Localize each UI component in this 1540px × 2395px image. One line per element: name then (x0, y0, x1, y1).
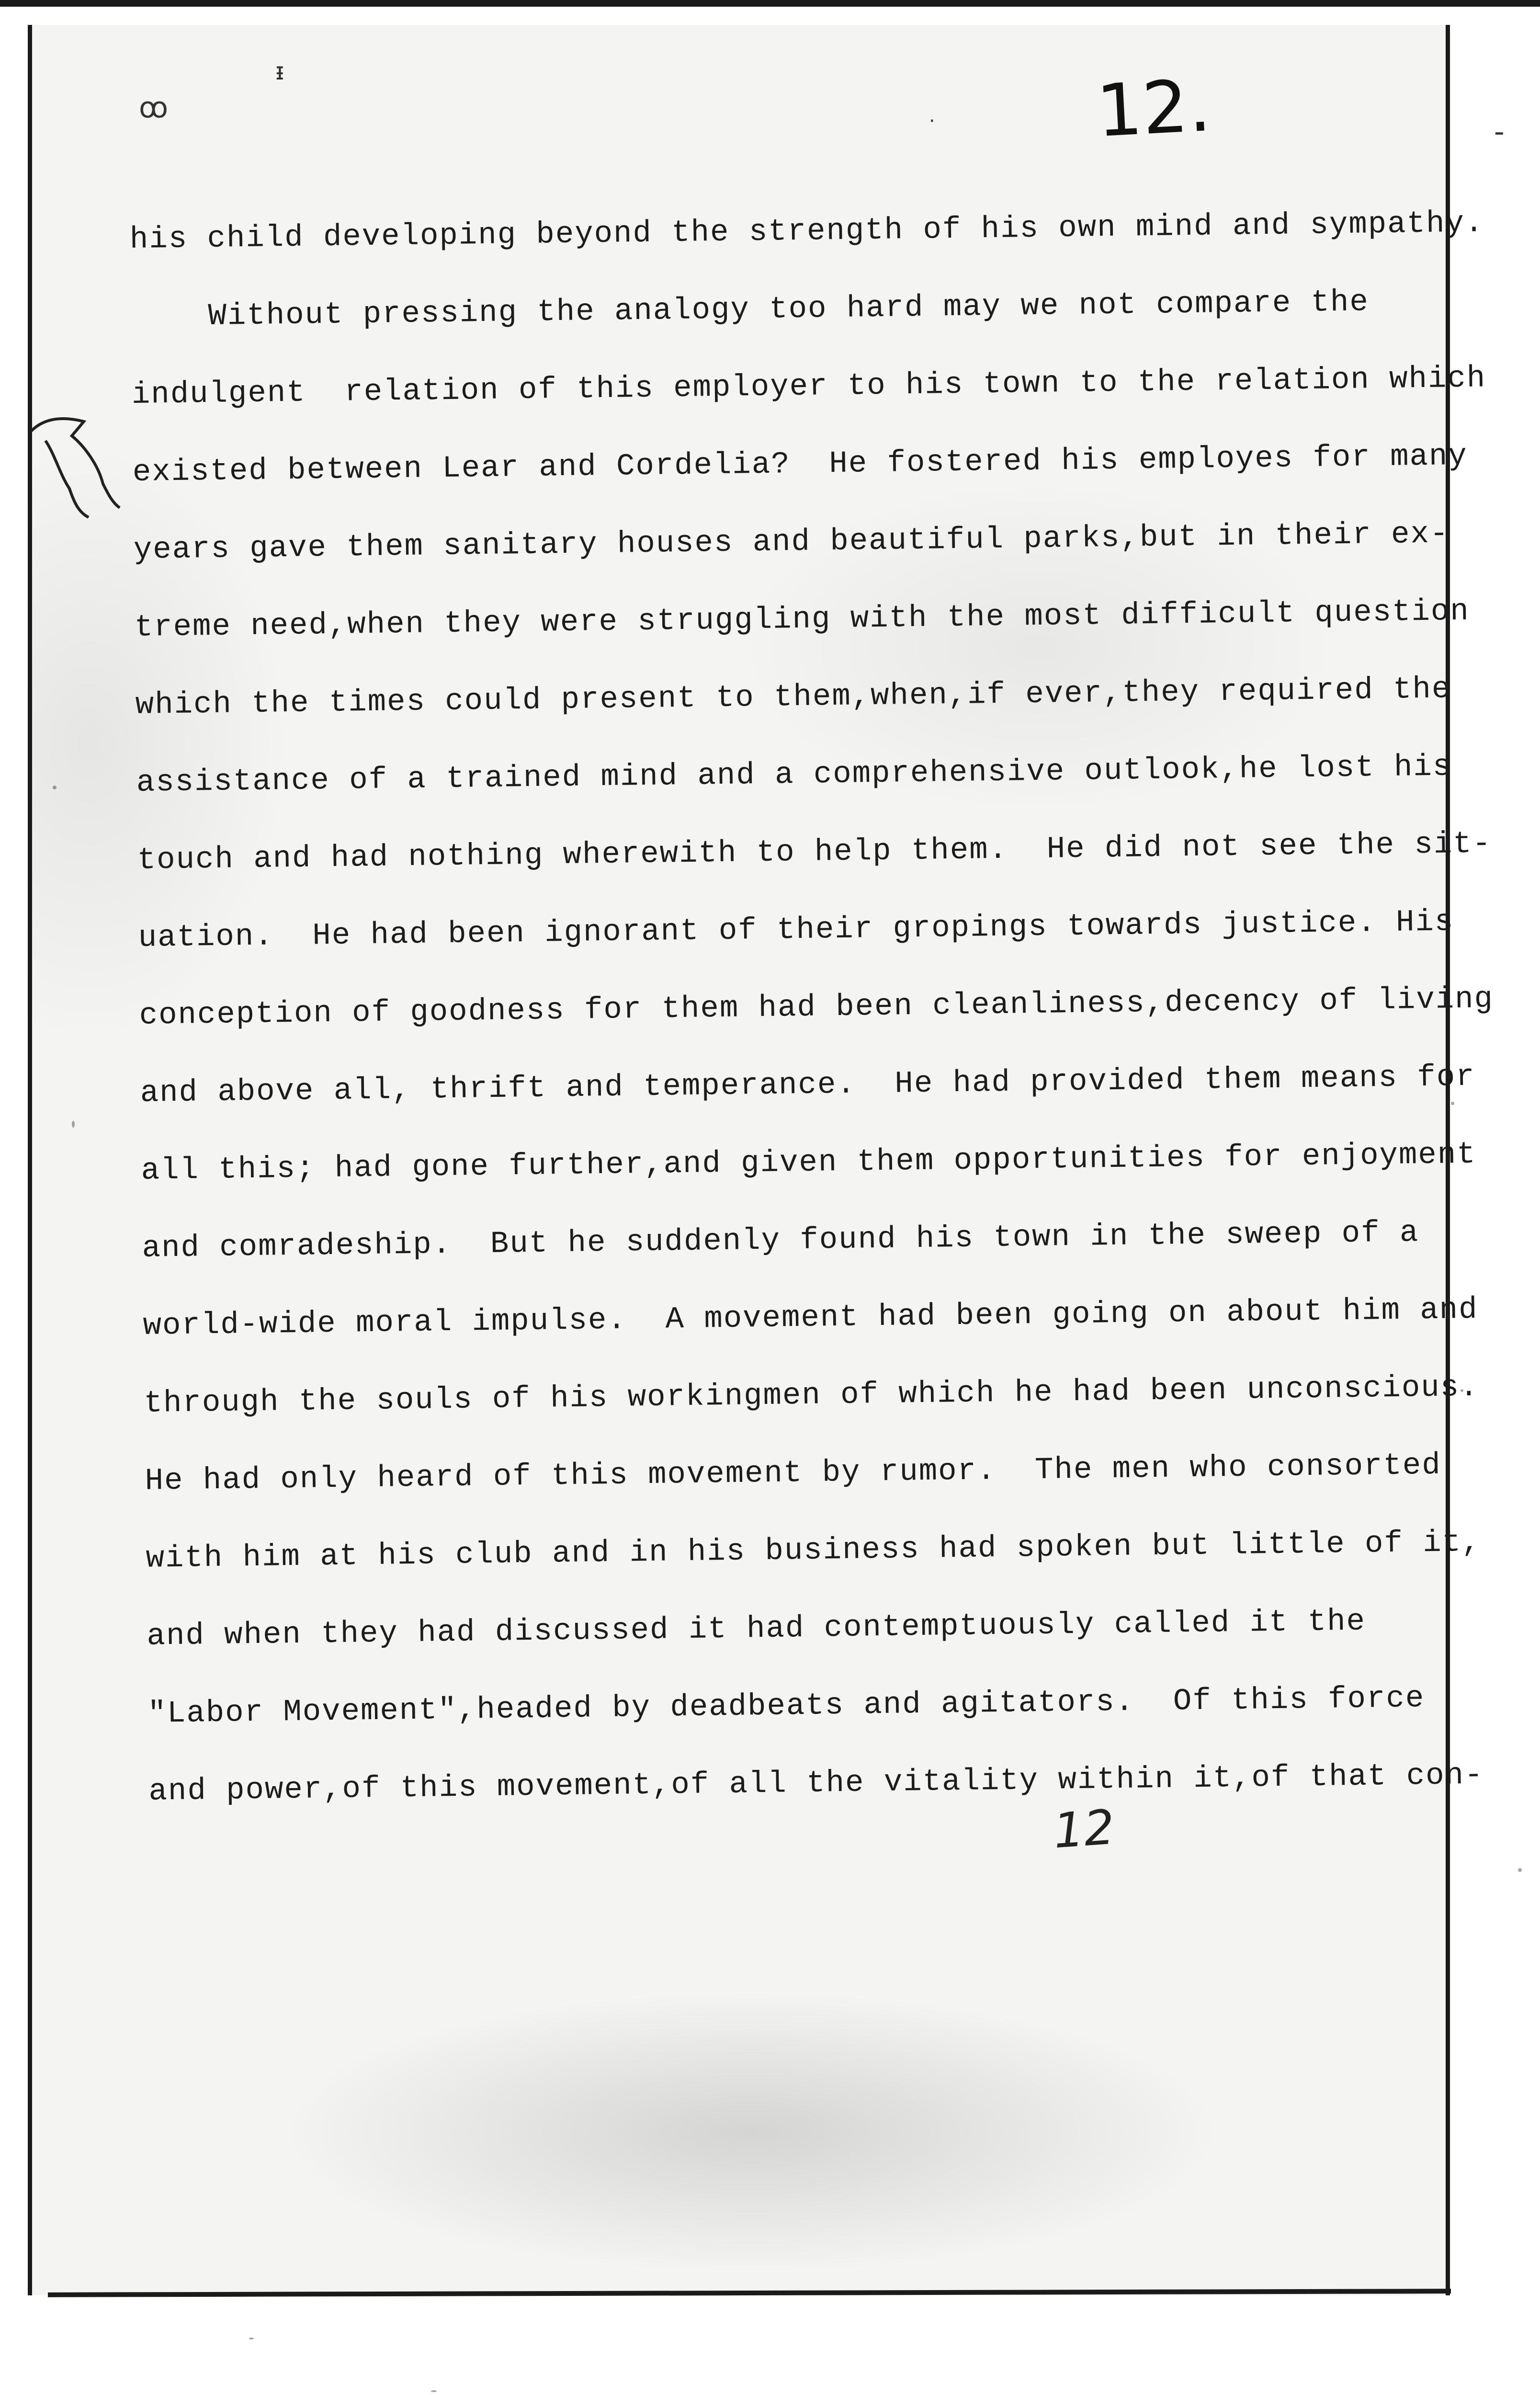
text-line: years gave them sanitary houses and beautiful parks,but in their ex- (133, 517, 1449, 568)
scan-speckle (1451, 1102, 1454, 1105)
text-line: and power,of this movement,of all the vitality within it,of that con- (148, 1758, 1484, 1809)
text-line: and comradeship. But he suddenly found his town in the sweep of a (142, 1216, 1419, 1266)
scan-speckle (53, 786, 57, 789)
stray-mark-top: ᵻ (275, 57, 284, 85)
text-line: uation. He had been ignorant of their gropings towards justice. His (138, 905, 1454, 956)
text-line: treme need,when they were struggling with the most difficult question (134, 594, 1470, 645)
text-line: with him at his club and in his business had spoken but little of it, (146, 1525, 1481, 1576)
scan-speckle (431, 2390, 437, 2392)
text-line: world-wide moral impulse. A movement had been going on about him and (143, 1292, 1478, 1344)
text-line: touch and had nothing wherewith to help them. He did not see the sit- (137, 827, 1492, 878)
scan-speckle (72, 1121, 75, 1128)
stray-dot: · (929, 110, 935, 132)
scan-speckle (1518, 1868, 1522, 1872)
text-line: assistance of a trained mind and a comprehensive outlook,he lost his (136, 750, 1452, 800)
typed-body-text (129, 185, 1494, 1831)
text-line: conception of goodness for them had been cleanliness,decency of living (139, 982, 1494, 1033)
scan-speckle (1461, 1389, 1463, 1392)
text-line: his child developing beyond the strength of his own mind and sympathy. (129, 206, 1484, 257)
text-line: which the times could present to them,when,if ever,they required the (135, 672, 1451, 723)
margin-annotation-mark (26, 412, 122, 527)
text-line: He had only heard of this movement by rumor. The men who consorted (145, 1448, 1442, 1499)
stray-mark-right: - (1494, 115, 1505, 148)
text-line: through the souls of his workingmen of which he had been unconscious. (144, 1370, 1479, 1421)
page-number-bottom-handwritten: 12 (1052, 1799, 1117, 1859)
text-line: all this; had gone further,and given them opportunities for enjoyment (141, 1137, 1477, 1188)
text-line: and above all, thrift and temperance. He had provided them means for (140, 1060, 1476, 1111)
scan-top-edge (0, 0, 1540, 7)
text-line: indulgent relation of this employer to his town to the relation which (131, 361, 1486, 412)
text-line: and when they had discussed it had contemptuously called it the (147, 1604, 1366, 1654)
text-line: Without pressing the analogy too hard may we not compare the (130, 285, 1370, 335)
text-line: "Labor Movement",headed by deadbeats and agitators. Of this force (147, 1681, 1425, 1732)
scan-speckle (249, 2338, 254, 2339)
text-line: existed between Lear and Cordelia? He fostered his employes for many (132, 439, 1468, 490)
stray-mark-top-left: ꝏ (139, 91, 169, 125)
page-number-handwritten: 12. (1094, 64, 1213, 154)
